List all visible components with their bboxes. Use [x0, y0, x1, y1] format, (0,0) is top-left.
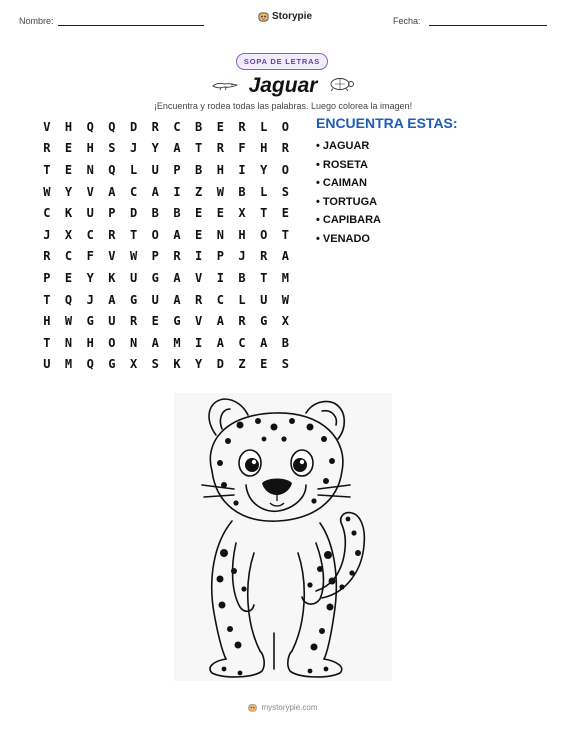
grid-letter[interactable]: S — [151, 357, 159, 372]
grid-letter[interactable]: D — [216, 357, 224, 372]
grid-letter[interactable]: R — [195, 292, 203, 307]
grid-letter[interactable]: V — [43, 119, 51, 134]
grid-letter[interactable]: K — [64, 206, 73, 221]
grid-letter[interactable]: W — [281, 292, 290, 307]
grid-letter[interactable]: E — [195, 227, 203, 242]
grid-letter[interactable]: U — [151, 162, 159, 177]
grid-letter[interactable]: Y — [260, 162, 268, 177]
grid-letter[interactable]: U — [108, 314, 116, 329]
grid-letter[interactable]: B — [238, 184, 246, 199]
grid-letter[interactable]: R — [129, 314, 138, 329]
grid-letter[interactable]: R — [238, 119, 246, 134]
date-line[interactable] — [429, 25, 547, 26]
grid-letter[interactable]: U — [129, 270, 138, 285]
grid-row — [36, 310, 296, 332]
grid-letter[interactable]: B — [173, 206, 181, 221]
grid-letter[interactable]: B — [238, 270, 246, 285]
grid-letter[interactable]: A — [216, 314, 224, 329]
grid-letter[interactable]: G — [129, 292, 138, 307]
grid-letter[interactable]: X — [129, 357, 138, 372]
grid-row — [36, 202, 296, 224]
grid-letter[interactable]: I — [195, 249, 203, 264]
grid-letter[interactable]: V — [86, 184, 94, 199]
grid-letter[interactable]: R — [238, 314, 246, 329]
grid-letter[interactable]: R — [43, 141, 51, 156]
grid-letter[interactable]: O — [151, 227, 159, 242]
grid-letter[interactable]: Q — [86, 119, 94, 134]
grid-letter[interactable]: T — [43, 335, 51, 350]
footer-site: mystorypie.com — [261, 703, 318, 712]
grid-letter[interactable]: O — [281, 119, 290, 134]
word-search-grid[interactable] — [36, 116, 296, 375]
grid-letter[interactable]: H — [216, 162, 224, 177]
grid-row — [36, 246, 296, 268]
grid-letter[interactable]: B — [281, 335, 290, 350]
grid-letter[interactable]: D — [129, 119, 138, 134]
turtle-icon — [327, 76, 355, 92]
grid-letter[interactable]: W — [64, 314, 73, 329]
grid-letter[interactable]: V — [195, 314, 203, 329]
grid-letter[interactable]: X — [238, 206, 246, 221]
grid-letter[interactable]: C — [64, 249, 73, 264]
grid-letter[interactable]: L — [238, 292, 246, 307]
grid-letter[interactable]: A — [151, 335, 159, 350]
jaguar-coloring-illustration — [174, 393, 392, 681]
grid-letter[interactable]: B — [151, 206, 159, 221]
grid-letter[interactable]: P — [43, 270, 51, 285]
grid-letter[interactable]: O — [108, 335, 116, 350]
grid-letter[interactable]: E — [260, 357, 268, 372]
grid-letter[interactable]: D — [129, 206, 138, 221]
grid-letter[interactable]: B — [195, 162, 203, 177]
page-title: Jaguar — [248, 74, 318, 97]
grid-letter[interactable]: G — [173, 314, 181, 329]
storypie-mascot-icon — [258, 11, 269, 22]
grid-row — [36, 289, 296, 311]
grid-row — [36, 159, 296, 181]
grid-letter[interactable]: P — [216, 249, 224, 264]
grid-letter[interactable]: G — [260, 314, 268, 329]
grid-letter[interactable]: M — [173, 335, 181, 350]
grid-letter[interactable]: Z — [238, 357, 246, 372]
grid-letter[interactable]: J — [86, 292, 94, 307]
grid-letter[interactable]: U — [151, 292, 159, 307]
grid-letter[interactable]: T — [195, 141, 203, 156]
grid-letter[interactable]: A — [151, 184, 159, 199]
grid-letter[interactable]: A — [108, 292, 116, 307]
grid-letter[interactable]: M — [281, 270, 290, 285]
grid-letter[interactable]: X — [281, 314, 290, 329]
grid-letter[interactable]: P — [151, 249, 159, 264]
word-list — [316, 137, 381, 249]
grid-letter[interactable]: R — [151, 119, 159, 134]
grid-letter[interactable]: O — [281, 162, 290, 177]
grid-letter[interactable]: W — [216, 184, 224, 199]
grid-letter[interactable]: N — [216, 227, 224, 242]
grid-row — [36, 116, 296, 138]
grid-letter[interactable]: R — [281, 141, 290, 156]
grid-letter[interactable]: E — [64, 141, 73, 156]
grid-letter[interactable]: C — [238, 335, 246, 350]
date-label: Fecha: — [393, 16, 421, 26]
grid-letter[interactable]: J — [129, 141, 138, 156]
name-label: Nombre: — [19, 16, 54, 26]
footer — [0, 703, 566, 712]
grid-letter[interactable]: P — [173, 162, 181, 177]
brand-name: Storypie — [272, 11, 313, 22]
word-list-item: • ROSETA — [316, 158, 368, 171]
brand-logo — [258, 11, 312, 22]
grid-letter[interactable]: R — [43, 249, 51, 264]
activity-tag: SOPA DE LETRAS — [236, 53, 328, 70]
grid-letter[interactable]: H — [64, 119, 73, 134]
grid-letter[interactable]: O — [260, 227, 268, 242]
grid-letter[interactable]: K — [108, 270, 116, 285]
name-line[interactable] — [58, 25, 204, 26]
grid-letter[interactable]: G — [151, 270, 159, 285]
grid-letter[interactable]: A — [173, 141, 181, 156]
grid-row — [36, 332, 296, 354]
grid-letter[interactable]: V — [195, 270, 203, 285]
grid-letter[interactable]: I — [216, 270, 224, 285]
grid-letter[interactable]: T — [43, 162, 51, 177]
grid-letter[interactable]: W — [43, 184, 51, 199]
word-list-item: • TORTUGA — [316, 195, 378, 208]
grid-letter[interactable]: A — [173, 270, 181, 285]
grid-letter[interactable]: U — [86, 206, 94, 221]
grid-letter[interactable]: I — [173, 184, 181, 199]
grid-letter[interactable]: R — [260, 249, 268, 264]
grid-letter[interactable]: S — [281, 357, 290, 372]
grid-letter[interactable]: Z — [195, 184, 203, 199]
grid-letter[interactable]: I — [238, 162, 246, 177]
grid-letter[interactable]: X — [64, 227, 73, 242]
grid-letter[interactable]: Y — [86, 270, 94, 285]
grid-letter[interactable]: H — [238, 227, 246, 242]
grid-letter[interactable]: L — [260, 119, 268, 134]
grid-letter[interactable]: J — [238, 249, 246, 264]
grid-letter[interactable]: G — [86, 314, 94, 329]
word-list-item: • VENADO — [316, 232, 370, 245]
grid-letter[interactable]: Q — [86, 357, 94, 372]
grid-row — [36, 138, 296, 160]
grid-letter[interactable]: C — [173, 119, 181, 134]
grid-letter[interactable]: A — [260, 335, 268, 350]
grid-letter[interactable]: R — [216, 141, 224, 156]
grid-letter[interactable]: P — [108, 206, 116, 221]
grid-letter[interactable]: C — [86, 227, 94, 242]
grid-letter[interactable]: H — [86, 335, 94, 350]
grid-letter[interactable]: Q — [64, 292, 73, 307]
grid-letter[interactable]: T — [129, 227, 138, 242]
grid-letter[interactable]: J — [43, 227, 51, 242]
storypie-mascot-icon — [248, 703, 257, 712]
grid-letter[interactable]: N — [64, 335, 73, 350]
word-list-item: • CAIMAN — [316, 177, 367, 190]
grid-letter[interactable]: S — [281, 184, 290, 199]
grid-letter[interactable]: M — [64, 357, 73, 372]
grid-letter[interactable]: W — [129, 249, 138, 264]
grid-row — [36, 354, 296, 376]
grid-letter[interactable]: B — [195, 119, 203, 134]
grid-letter[interactable]: V — [108, 249, 116, 264]
grid-letter[interactable]: U — [260, 292, 268, 307]
grid-row — [36, 181, 296, 203]
grid-letter[interactable]: F — [238, 141, 246, 156]
grid-letter[interactable]: Y — [195, 357, 203, 372]
grid-letter[interactable]: C — [216, 292, 224, 307]
grid-letter[interactable]: E — [216, 206, 224, 221]
grid-letter[interactable]: Q — [108, 119, 116, 134]
grid-letter[interactable]: A — [281, 249, 290, 264]
grid-letter[interactable]: Y — [64, 184, 73, 199]
grid-letter[interactable]: U — [43, 357, 51, 372]
grid-letter[interactable]: H — [43, 314, 51, 329]
grid-letter[interactable]: Q — [108, 162, 116, 177]
grid-row — [36, 224, 296, 246]
grid-letter[interactable]: G — [108, 357, 116, 372]
grid-letter[interactable]: L — [129, 162, 138, 177]
grid-letter[interactable]: F — [86, 249, 94, 264]
word-list-item: • CAPIBARA — [316, 214, 381, 227]
grid-letter[interactable]: E — [64, 162, 73, 177]
grid-row — [36, 267, 296, 289]
grid-letter[interactable]: R — [173, 249, 181, 264]
instructions: ¡Encuentra y rodea todas las palabras. Luego colorea la imagen! — [153, 101, 413, 111]
grid-letter[interactable]: R — [108, 227, 116, 242]
grid-letter[interactable]: I — [195, 335, 203, 350]
grid-letter[interactable]: Y — [151, 141, 159, 156]
grid-letter[interactable]: A — [173, 227, 181, 242]
grid-letter[interactable]: E — [64, 270, 73, 285]
grid-letter[interactable]: A — [108, 184, 116, 199]
word-list-item: • JAGUAR — [316, 140, 370, 152]
grid-letter[interactable]: N — [86, 162, 94, 177]
grid-letter[interactable]: H — [260, 141, 268, 156]
grid-letter[interactable]: A — [216, 335, 224, 350]
grid-letter[interactable]: K — [173, 357, 181, 372]
grid-letter[interactable]: C — [43, 206, 51, 221]
grid-letter[interactable]: E — [151, 314, 159, 329]
word-list-title: ENCUENTRA ESTAS: — [316, 115, 458, 131]
grid-letter[interactable]: T — [43, 292, 51, 307]
grid-letter[interactable]: E — [216, 119, 224, 134]
grid-letter[interactable]: L — [260, 184, 268, 199]
grid-letter[interactable]: S — [108, 141, 116, 156]
grid-letter[interactable]: T — [260, 270, 268, 285]
grid-letter[interactable]: C — [129, 184, 138, 199]
grid-letter[interactable]: A — [173, 292, 181, 307]
grid-letter[interactable]: T — [260, 206, 268, 221]
grid-letter[interactable]: E — [195, 206, 203, 221]
worksheet-header — [0, 0, 566, 40]
grid-letter[interactable]: T — [281, 227, 290, 242]
grid-letter[interactable]: H — [86, 141, 94, 156]
grid-letter[interactable]: N — [129, 335, 138, 350]
grid-letter[interactable]: E — [281, 206, 290, 221]
